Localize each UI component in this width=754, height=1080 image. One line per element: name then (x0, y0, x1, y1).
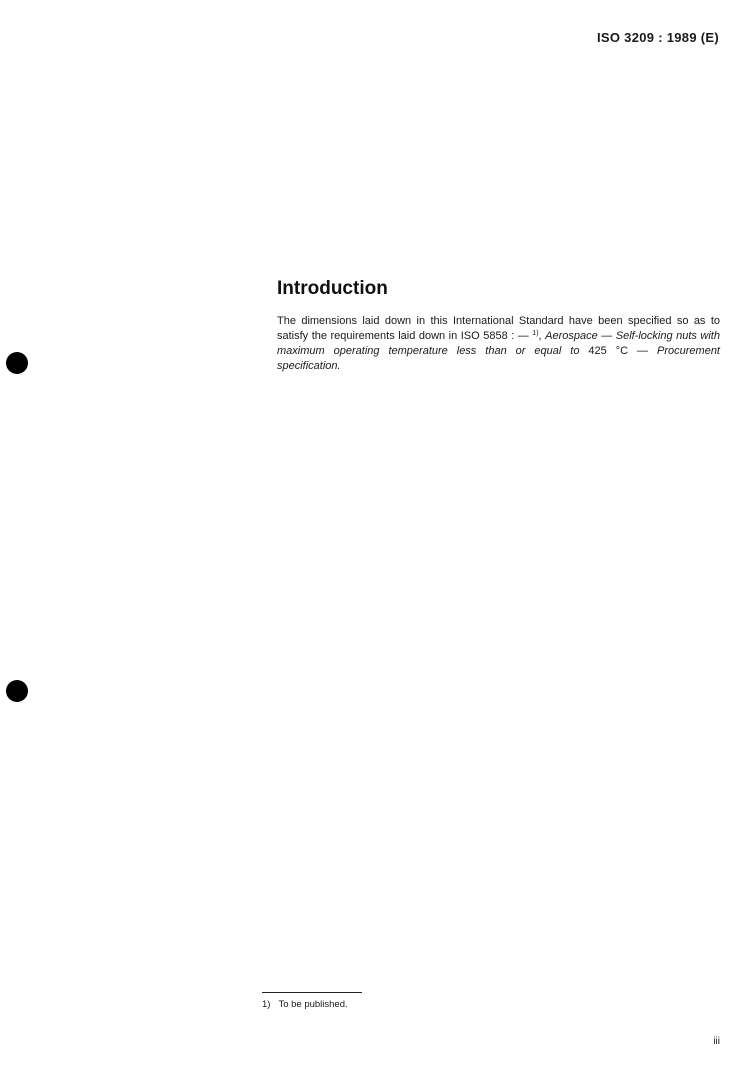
document-reference: ISO 3209 : 1989 (E) (596, 30, 719, 45)
punch-hole-top (6, 352, 28, 374)
punch-hole-bottom (6, 680, 28, 702)
section-title: Introduction (277, 278, 388, 299)
footnote-reference: 1) (532, 330, 539, 337)
page-number: iii (713, 1036, 720, 1047)
footnote-marker: 1) (262, 999, 271, 1010)
footnote-text: To be published. (278, 999, 348, 1010)
paragraph-italic-2: Procurement specification. (277, 345, 720, 372)
footnote (262, 999, 348, 1010)
footnote-divider (262, 992, 362, 993)
introduction-paragraph (277, 314, 720, 374)
paragraph-italic-1: Aerospace — Self-locking nuts with maximum operating temperature less than or equal to (277, 330, 720, 357)
paragraph-text-2: , (538, 330, 546, 342)
paragraph-text-3: 425 °C — (579, 345, 658, 357)
paragraph-text-1: The dimensions laid down in this International Standard have been specified so as to satisfy the requirements laid down in ISO 5858 : — (277, 315, 720, 342)
